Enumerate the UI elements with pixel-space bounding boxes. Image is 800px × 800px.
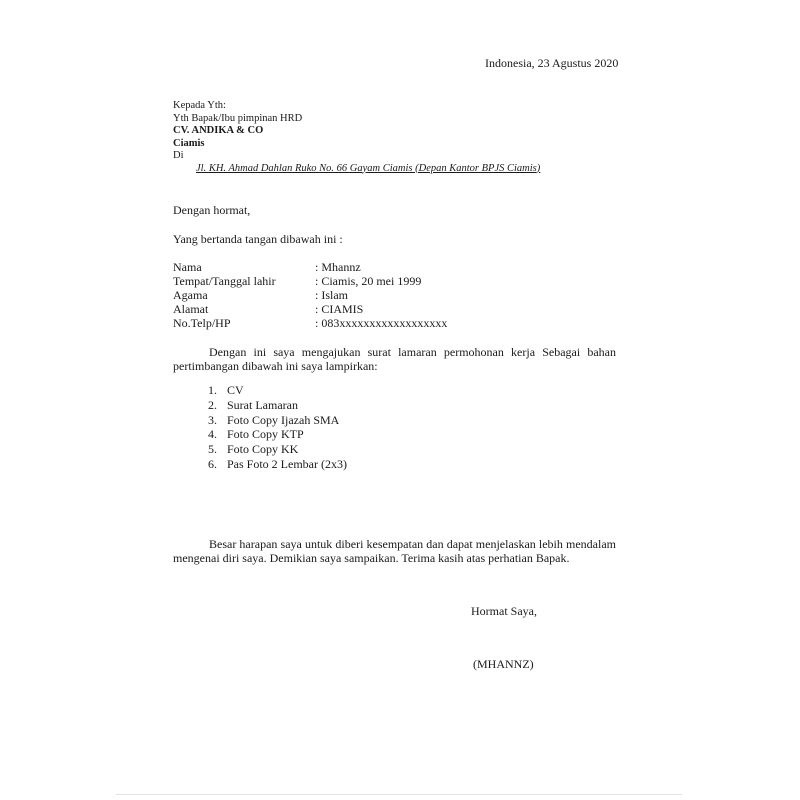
identity-fields — [173, 260, 447, 330]
field-label: Nama — [173, 260, 202, 274]
list-item-number: 1. — [208, 383, 217, 397]
list-item — [208, 457, 347, 472]
field-value: : 083xxxxxxxxxxxxxxxxxx — [315, 316, 448, 330]
closing-salutation: Hormat Saya, — [471, 604, 537, 618]
attachment-list — [208, 383, 347, 472]
list-item-number: 2. — [208, 397, 217, 412]
field-label: Tempat/Tanggal lahir — [173, 274, 276, 288]
field-row-phone — [173, 316, 447, 330]
list-item-number: 6. — [208, 456, 217, 471]
page-bottom-divider — [116, 794, 682, 795]
recipient-line2: Yth Bapak/Ibu pimpinan HRD — [173, 112, 303, 124]
list-item-text: Foto Copy KTP — [227, 427, 304, 442]
list-item — [208, 383, 347, 398]
field-row-religion — [173, 288, 447, 302]
list-item-text: Pas Foto 2 Lembar (2x3) — [227, 456, 347, 471]
recipient-line1: Kepada Yth: — [173, 100, 226, 111]
list-item — [208, 427, 347, 442]
recipient-company: CV. ANDIKA & CO — [173, 125, 264, 136]
list-item — [208, 398, 347, 413]
field-row-birth — [173, 274, 447, 288]
recipient-block — [173, 99, 540, 174]
list-item-text: Foto Copy KK — [227, 442, 299, 457]
list-item — [208, 442, 347, 457]
field-value: : Ciamis, 20 mei 1999 — [315, 274, 422, 288]
greeting: Dengan hormat, — [173, 203, 251, 217]
field-label: Agama — [173, 288, 208, 302]
recipient-city: Ciamis — [173, 137, 205, 149]
list-item-number: 5. — [208, 442, 217, 457]
recipient-address: Jl. KH. Ahmad Dahlan Ruko No. 66 Gayam Ciamis (Depan Kantor BPJS Ciamis) — [196, 162, 541, 174]
list-item-number: 4. — [208, 427, 217, 442]
recipient-di: Di — [173, 150, 184, 161]
list-item — [208, 413, 347, 428]
paragraph-closing: Besar harapan saya untuk diberi kesempatan dan dapat menjelaskan lebih mendalam mengenai diri saya. Demikian saya sampaikan. Terima kasih atas perhatian Bapak. — [173, 537, 616, 565]
list-item-text: CV — [227, 383, 244, 397]
paragraph-application: Dengan ini saya mengajukan surat lamaran permohonan kerja Sebagai bahan pertimbangan dibawah ini saya lampirkan: — [173, 345, 616, 373]
field-row-name — [173, 260, 447, 274]
field-value: : Islam — [315, 288, 348, 302]
signature-name: (MHANNZ) — [473, 657, 534, 671]
field-value: : CIAMIS — [315, 302, 364, 316]
field-label: Alamat — [173, 302, 209, 316]
field-value: : Mhannz — [315, 260, 361, 274]
field-row-address — [173, 302, 447, 316]
field-label: No.Telp/HP — [173, 316, 231, 330]
list-item-text: Foto Copy Ijazah SMA — [227, 412, 340, 427]
list-item-number: 3. — [208, 412, 217, 427]
intro-line: Yang bertanda tangan dibawah ini : — [173, 232, 343, 246]
place-date: Indonesia, 23 Agustus 2020 — [485, 56, 619, 70]
list-item-text: Surat Lamaran — [227, 397, 298, 412]
